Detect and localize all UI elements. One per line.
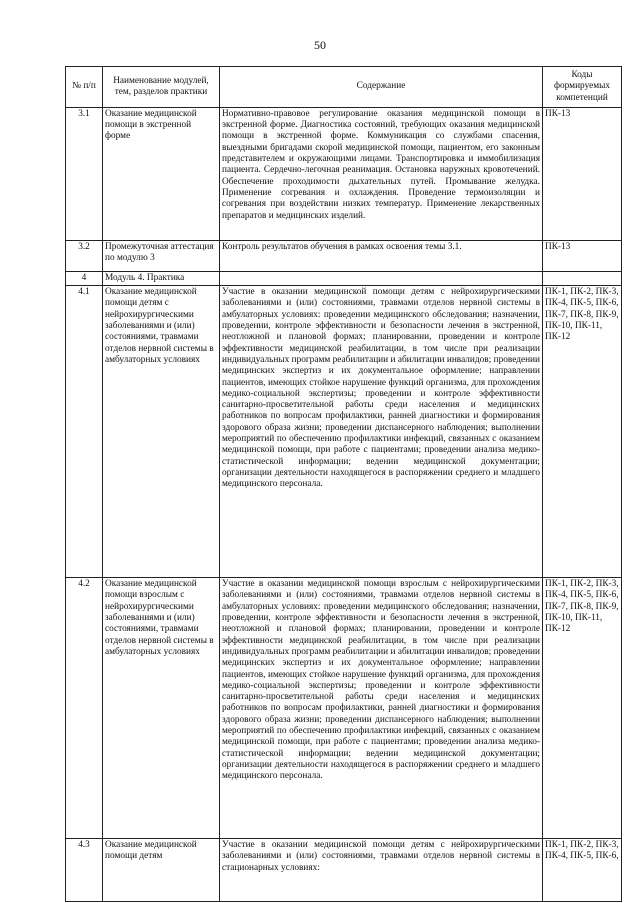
header-content: Содержание bbox=[220, 67, 543, 108]
row-num: 3.1 bbox=[66, 107, 103, 240]
row-num: 4.2 bbox=[66, 578, 103, 839]
row-content: Контроль результатов обучения в рамках освоения темы 3.1. bbox=[220, 240, 543, 271]
row-content: Участие в оказании медицинской помощи детям с нейрохирургическими заболеваниями и (или) состояниями, травмами отделов нервной системы в амбулаторных условиях: проведении медицинского обследования; назначении, проведении, контроле эффективности и безопасности лечения в экстренной, неотложной и плановой формах; планировании, проведении и контроле эффективности медицинской реабилитации, в том числе при реализации индивидуальных программ реабилитации и абилитации инвалидов; проведении медицинских экспертиз и их документальное оформление; направлении пациентов, имеющих стойкое нарушение функций организма, для прохождения медико-социальной экспертизы; проведении и контроле эффективности санитарно-просветительной работы среди населения и медицинских работников по вопросам профилактики, ранней диагностики и формирования здорового образа жизни; проведении диспансерного наблюдения; выполнении мероприятий по обеспечению профилактики инфекций, связанных с оказанием медицинской помощи, при работе с пациентами; проведении анализа медико-статистической информации; ведении медицинской документации; организации деятельности находящегося в распоряжении среднего и младшего медицинского персонала. bbox=[220, 286, 543, 578]
row-content: Участие в оказании медицинской помощи взрослым с нейрохирургическими заболеваниями и (или) состояниями, травмами отделов нервной системы в амбулаторных условиях: проведении медицинского обследования; назначении, проведении, контроле эффективности и безопасности лечения в экстренной, неотложной и плановой формах; планировании, проведении и контроле эффективности медицинской реабилитации, в том числе при реализации индивидуальных программ реабилитации и абилитации инвалидов; проведении медицинских экспертиз и их документальное оформление; направлении пациентов, имеющих стойкое нарушение функций организма, для прохождения медико-социальной экспертизы; проведении и контроле эффективности санитарно-просветительной работы среди населения и медицинских работников по вопросам профилактики, ранней диагностики и формирования здорового образа жизни; проведении диспансерного наблюдения; выполнении мероприятий по обеспечению профилактики инфекций, связанных с оказанием медицинской помощи, при работе с пациентами; проведении анализа медико-статистической информации; ведении медицинской документации; организации деятельности находящегося в распоряжении среднего и младшего медицинского персонала. bbox=[220, 578, 543, 839]
row-name: Оказание медицинской помощи взрослым с нейрохирургическими заболеваниями и (или) состояниями, травмами отделов нервной системы в амбулаторных условиях bbox=[103, 578, 220, 839]
row-num: 3.2 bbox=[66, 240, 103, 271]
table-row bbox=[66, 839, 622, 902]
row-content: Участие в оказании медицинской помощи детям с нейрохирургическими заболеваниями и (или) состояниями, травмами отделов нервной системы в стационарных условиях: bbox=[220, 839, 543, 902]
module-num: 4 bbox=[66, 271, 103, 285]
row-codes: ПК-1, ПК-2, ПК-3, ПК-4, ПК-5, ПК-6, bbox=[543, 839, 622, 902]
row-content bbox=[220, 271, 543, 285]
row-name: Промежуточная аттестация по модулю 3 bbox=[103, 240, 220, 271]
row-codes: ПК-1, ПК-2, ПК-3, ПК-4, ПК-5, ПК-6, ПК-7, ПК-8, ПК-9, ПК-10, ПК-11, ПК-12 bbox=[543, 286, 622, 578]
table-header-row bbox=[66, 67, 622, 108]
table-row bbox=[66, 578, 622, 839]
row-name: Оказание медицинской помощи детям bbox=[103, 839, 220, 902]
row-codes: ПК-1, ПК-2, ПК-3, ПК-4, ПК-5, ПК-6, ПК-7, ПК-8, ПК-9, ПК-10, ПК-11, ПК-12 bbox=[543, 578, 622, 839]
row-codes bbox=[543, 271, 622, 285]
row-num: 4.3 bbox=[66, 839, 103, 902]
header-name: Наименование модулей, тем, разделов практики bbox=[103, 67, 220, 108]
table-row bbox=[66, 286, 622, 578]
row-num: 4.1 bbox=[66, 286, 103, 578]
row-codes: ПК-13 bbox=[543, 240, 622, 271]
page-number: 50 bbox=[314, 38, 326, 52]
row-name: Оказание медицинской помощи в экстренной форме bbox=[103, 107, 220, 240]
row-content: Нормативно-правовое регулирование оказания медицинской помощи в экстренной форме. Диагностика состояний, требующих оказания медицинской помощи в экстренной форме. Коммуникация со службами спасения, выездными бригадами скорой медицинской помощи, пациентом, его законным представителем и окружающими лицами. Транспортировка и иммобилизация пациента. Сердечно-легочная реанимация. Остановка наружных кровотечений. Обеспечение проходимости дыхательных путей. Промывание желудка. Применение согревания и охлаждения. Проведение термоизоляции и согревания при воздействии низких температур. Применение лекарственных препаратов и медицинских изделий. bbox=[220, 107, 543, 240]
table-row bbox=[66, 240, 622, 271]
table-row bbox=[66, 107, 622, 240]
header-codes: Коды формируемых компетенций bbox=[543, 67, 622, 108]
row-name: Оказание медицинской помощи детям с нейрохирургическими заболеваниями и (или) состояниями, травмами отделов нервной системы в амбулаторных условиях bbox=[103, 286, 220, 578]
header-num: № п/п bbox=[66, 67, 103, 108]
module-title: Модуль 4. Практика bbox=[103, 271, 220, 285]
row-codes: ПК-13 bbox=[543, 107, 622, 240]
module-row bbox=[66, 271, 622, 285]
curriculum-table bbox=[65, 66, 622, 902]
